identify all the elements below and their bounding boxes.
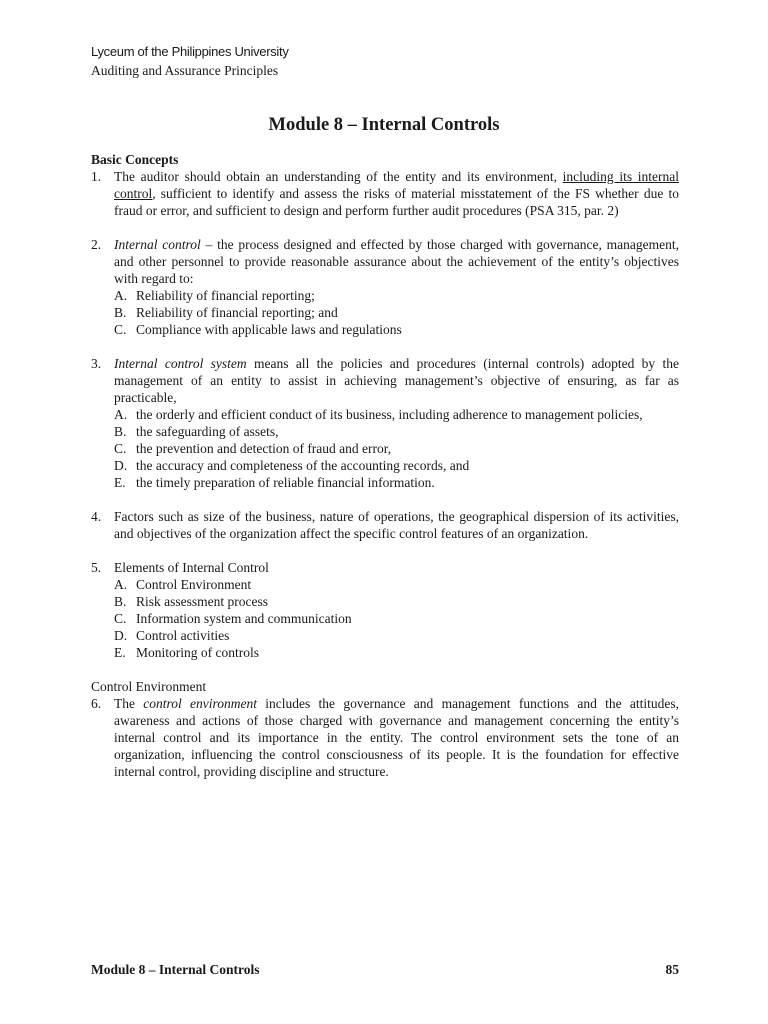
item-text-part: means all the policies and procedures (internal controls) adopted by the management of an entity to assist in achieving management’s objective of ensuring, as far as practicable,: [114, 356, 679, 405]
list-item-1: [91, 168, 679, 219]
item-number: 3.: [91, 356, 102, 371]
sub-text: Reliability of financial reporting;: [136, 288, 315, 303]
sub-text: the accuracy and completeness of the accounting records, and: [136, 458, 470, 473]
italic-term: Internal control: [114, 237, 201, 252]
sub-letter: A.: [114, 288, 128, 303]
sub-item: [114, 287, 679, 304]
sub-item: [114, 627, 679, 644]
item-text-part: , sufficient to identify and assess the risks of material misstatement of the FS whether due to fraud or error, and sufficient to design and perform further audit procedures (PSA 315, par. 2): [114, 186, 679, 218]
sub-text: Control Environment: [136, 577, 252, 592]
sub-letter: B.: [114, 594, 127, 609]
sub-item: [114, 440, 679, 457]
list-item-2: [91, 236, 679, 338]
sub-text: the safeguarding of assets,: [136, 424, 279, 439]
item-number: 6.: [91, 696, 102, 711]
sub-item: [114, 457, 679, 474]
sub-text: Information system and communication: [136, 611, 352, 626]
page-title: Module 8 – Internal Controls: [268, 115, 500, 135]
sub-text: Control activities: [136, 628, 230, 643]
sub-letter: E.: [114, 475, 126, 490]
item-number: 2.: [91, 237, 102, 252]
sub-text: the timely preparation of reliable financial information.: [136, 475, 435, 490]
item-text: [114, 695, 679, 780]
page-number: 85: [665, 962, 679, 977]
sub-letter: C.: [114, 611, 127, 626]
list-item-3: [91, 355, 679, 491]
item-text-part: includes the governance and management functions and the attitudes, awareness and actions of those charged with governance and management concerning the entity’s internal control and its importance in the entity. The control environment sets the tone of an organization, influencing the control consciousness of its people. It is the foundation for effective internal control, providing discipline and structure.: [114, 696, 679, 779]
sub-letter: B.: [114, 305, 127, 320]
sub-letter: E.: [114, 645, 126, 660]
sub-item: [114, 423, 679, 440]
sub-text: Risk assessment process: [136, 594, 268, 609]
sub-letter: D.: [114, 458, 128, 473]
item-number: 4.: [91, 509, 102, 524]
italic-term: Internal control system: [114, 356, 247, 371]
list-item-6: [91, 695, 679, 780]
underlined-phrase: including its internal control: [114, 169, 679, 201]
sub-item: [114, 576, 679, 593]
list-item-4: [91, 508, 679, 542]
footer-module-title: Module 8 – Internal Controls: [91, 962, 260, 977]
sub-text: the orderly and efficient conduct of its business, including adherence to management policies,: [136, 407, 643, 422]
item-number: 1.: [91, 169, 102, 184]
item-text: [114, 168, 679, 219]
sub-text: the prevention and detection of fraud and error,: [136, 441, 392, 456]
item-text-part: – the process designed and effected by those charged with governance, management, and other personnel to provide reasonable assurance about the achievement of the entity’s objectives with regard to:: [114, 237, 679, 286]
item-text: [114, 236, 679, 338]
item-number: 5.: [91, 560, 102, 575]
sub-item: [114, 593, 679, 610]
item-text: [114, 559, 679, 661]
page-footer: [91, 962, 679, 978]
list-item-5: [91, 559, 679, 661]
sub-letter: B.: [114, 424, 127, 439]
sub-text: Compliance with applicable laws and regulations: [136, 322, 402, 337]
sub-letter: C.: [114, 322, 127, 337]
item-text: [114, 355, 679, 491]
sub-letter: C.: [114, 441, 127, 456]
section-heading-control-environment: Control Environment: [91, 679, 207, 694]
sub-item: [114, 610, 679, 627]
course-name: Auditing and Assurance Principles: [91, 63, 279, 78]
item-text-part: The: [114, 696, 144, 711]
sub-item: [114, 474, 679, 491]
section-heading-basic-concepts: Basic Concepts: [91, 152, 179, 167]
sub-text: Reliability of financial reporting; and: [136, 305, 338, 320]
item-text-part: Elements of Internal Control: [114, 560, 269, 575]
sub-letter: A.: [114, 577, 128, 592]
sub-item: [114, 304, 679, 321]
sub-letter: A.: [114, 407, 128, 422]
item-text-part: The auditor should obtain an understanding of the entity and its environment,: [114, 169, 563, 184]
document-body: [91, 151, 679, 780]
university-name: Lyceum of the Philippines University: [91, 44, 289, 59]
italic-term: control environment: [143, 696, 258, 711]
sub-item: [114, 321, 679, 338]
sub-item: [114, 406, 679, 423]
item-text: Factors such as size of the business, nature of operations, the geographical dispersion of its activities, and objectives of the organization affect the specific control features of an organization.: [114, 509, 679, 541]
sub-text: Monitoring of controls: [136, 645, 259, 660]
sub-item: [114, 644, 679, 661]
sub-letter: D.: [114, 628, 128, 643]
